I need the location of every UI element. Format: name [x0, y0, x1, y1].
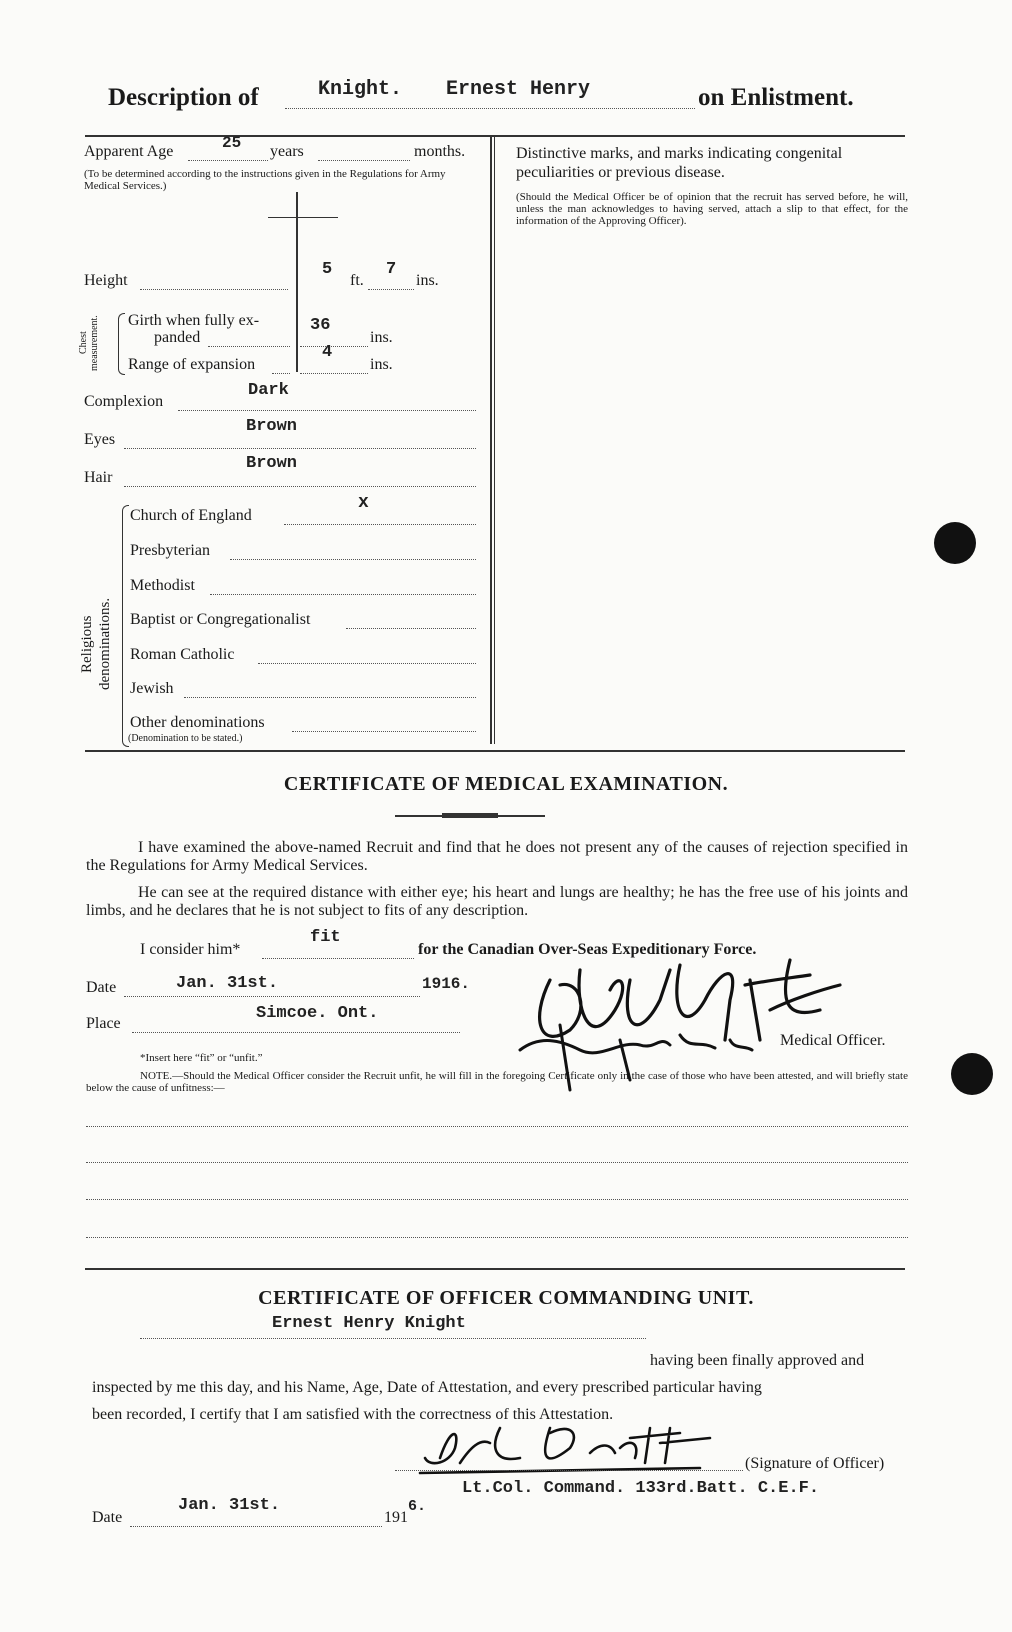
- medical-para-2: He can see at the required distance with either eye; his heart and lungs are healthy; he has the free use of his joints and limbs, and he declares that he is not subject to fits of any description.: [86, 884, 908, 919]
- religion-item: Jewish: [130, 680, 174, 697]
- top-rule: [85, 135, 905, 137]
- range-value: 4: [322, 343, 333, 362]
- religion-line: [184, 697, 476, 698]
- range-line-b: [300, 373, 368, 374]
- commanding-year-suffix: 6.: [408, 1498, 427, 1515]
- signature-label: (Signature of Officer): [745, 1455, 885, 1472]
- height-in-value: 7: [386, 260, 397, 279]
- religion-line: [230, 559, 476, 560]
- age-note: (To be determined according to the instructions given in the Regulations for Army Medical Services.): [84, 168, 446, 192]
- signature-line: [395, 1470, 743, 1471]
- chest-label: Chest measurement.: [78, 315, 100, 371]
- title-prefix: Description of: [108, 84, 259, 111]
- commanding-officer-signature: [420, 1418, 720, 1478]
- marks-heading: Distinctive marks, and marks indicating congenital peculiarities or previous disease.: [516, 145, 843, 181]
- fit-line: [262, 958, 414, 959]
- unfitness-line: [86, 1237, 908, 1238]
- religion-item: Baptist or Congregationalist: [130, 611, 311, 628]
- religion-item: Methodist: [130, 577, 195, 594]
- medical-date-value: Jan. 31st.: [176, 974, 279, 993]
- punch-hole: [951, 1053, 993, 1095]
- section-rule: [85, 1268, 905, 1270]
- place-label: Place: [86, 1015, 121, 1032]
- commanding-text-2: inspected by me this day, and his Name, Age, Date of Attestation, and every prescribed particular having: [92, 1379, 762, 1396]
- height-divider-top: [268, 217, 338, 218]
- commanding-year-prefix: 191: [384, 1509, 408, 1526]
- ins-label: ins.: [416, 272, 439, 289]
- punch-hole: [934, 522, 976, 564]
- medical-date-label: Date: [86, 979, 117, 996]
- title-suffix: on Enlistment.: [698, 84, 854, 111]
- religion-side-label: [78, 585, 122, 703]
- complexion-line: [178, 410, 476, 411]
- religion-item: Presbyterian: [130, 542, 210, 559]
- eyes-value: Brown: [246, 417, 298, 436]
- girth-value: 36: [310, 316, 331, 335]
- range-label: Range of expansion: [128, 356, 256, 373]
- height-label: Height: [84, 272, 128, 289]
- years-label: years: [270, 143, 304, 160]
- place-line: [132, 1032, 460, 1033]
- unfitness-line: [86, 1199, 908, 1200]
- medical-officer-signature: [520, 940, 850, 1100]
- recruit-name-value: Ernest Henry Knight: [272, 1314, 466, 1333]
- ft-label: ft.: [350, 272, 364, 289]
- complexion-label: Complexion: [84, 393, 164, 410]
- religion-label-1: Religious: [79, 615, 95, 673]
- religion-line: [346, 628, 476, 629]
- insert-note: *Insert here “fit” or “unfit.”: [140, 1052, 263, 1064]
- medical-para-1: I have examined the above-named Recruit and find that he does not present any of the causes of rejection specified in the Regulations for Army Medical Services.: [86, 839, 908, 874]
- religion-line: [210, 594, 476, 595]
- commanding-date-value: Jan. 31st.: [178, 1496, 281, 1515]
- commanding-text-1: having been finally approved and: [650, 1352, 865, 1369]
- commanding-date-line: [130, 1526, 382, 1527]
- eyes-label: Eyes: [84, 431, 116, 448]
- section-rule: [85, 750, 905, 752]
- religion-mark: x: [358, 493, 369, 513]
- height-line: [140, 289, 288, 290]
- girth-line-a: [208, 346, 290, 347]
- consider-label: I consider him*: [140, 941, 241, 958]
- height-divider: [296, 192, 298, 372]
- age-label: Apparent Age: [84, 143, 174, 160]
- surname-value: Knight.: [318, 78, 403, 101]
- eyes-line: [124, 448, 476, 449]
- unfitness-line: [86, 1162, 908, 1163]
- medical-date-line: [124, 996, 420, 997]
- medical-heading: CERTIFICATE OF MEDICAL EXAMINATION.: [283, 773, 729, 795]
- recruit-name-line: [140, 1338, 646, 1339]
- chest-bracket: [118, 313, 125, 375]
- religion-item: Other denominations: [130, 714, 265, 731]
- age-value: 25: [222, 134, 242, 152]
- hair-line: [124, 486, 476, 487]
- denomination-note: (Denomination to be stated.): [128, 733, 243, 744]
- heading-rule-center: [442, 813, 498, 818]
- fit-value: fit: [310, 928, 341, 947]
- religion-line: [284, 524, 476, 525]
- religion-bracket: [122, 505, 129, 747]
- unfit-note: NOTE.—Should the Medical Officer consider the Recruit unfit, he will fill in the foregoing Certificate only in the case of those who have been attested, and will briefly state below the cause of unfitness:—: [86, 1070, 908, 1094]
- religion-item: Church of England: [130, 507, 252, 524]
- religion-line: [292, 731, 476, 732]
- medical-year-value: 1916.: [422, 975, 471, 993]
- height-ft-value: 5: [322, 260, 333, 279]
- age-line: [188, 160, 268, 161]
- given-names-value: Ernest Henry: [446, 78, 591, 101]
- girth-ins-label: ins.: [370, 329, 393, 346]
- marks-note: (Should the Medical Officer be of opinion that the recruit has served before, he will, unless the man acknowledges to having served, attach a slip to that effect, for the information of the Approving Officer).: [516, 191, 908, 227]
- commanding-text-3: been recorded, I certify that I am satisfied with the correctness of this Attestation.: [92, 1406, 614, 1423]
- range-ins-label: ins.: [370, 356, 393, 373]
- hair-label: Hair: [84, 469, 113, 486]
- commanding-date-label: Date: [92, 1509, 123, 1526]
- force-label: for the Canadian Over-Seas Expeditionary Force.: [418, 941, 757, 958]
- girth-label-2: panded: [154, 329, 201, 346]
- name-line: [285, 108, 695, 109]
- complexion-value: Dark: [248, 381, 289, 400]
- range-line-a: [272, 373, 290, 374]
- height-in-line: [368, 289, 414, 290]
- girth-label-1: Girth when fully ex-: [128, 312, 260, 329]
- religion-line: [258, 663, 476, 664]
- months-label: months.: [414, 143, 466, 160]
- commanding-heading: CERTIFICATE OF OFFICER COMMANDING UNIT.: [258, 1287, 754, 1309]
- column-divider: [490, 136, 492, 744]
- medical-officer-label: Medical Officer.: [780, 1032, 886, 1049]
- column-divider-inner: [494, 136, 495, 744]
- place-value: Simcoe. Ont.: [256, 1004, 379, 1023]
- girth-line-b: [300, 346, 368, 347]
- rank-value: Lt.Col. Command. 133rd.Batt. C.E.F.: [462, 1479, 820, 1498]
- religion-item: Roman Catholic: [130, 646, 235, 663]
- months-line: [318, 160, 410, 161]
- hair-value: Brown: [246, 454, 298, 473]
- religion-label-2: denominations.: [97, 597, 113, 691]
- unfitness-line: [86, 1126, 908, 1127]
